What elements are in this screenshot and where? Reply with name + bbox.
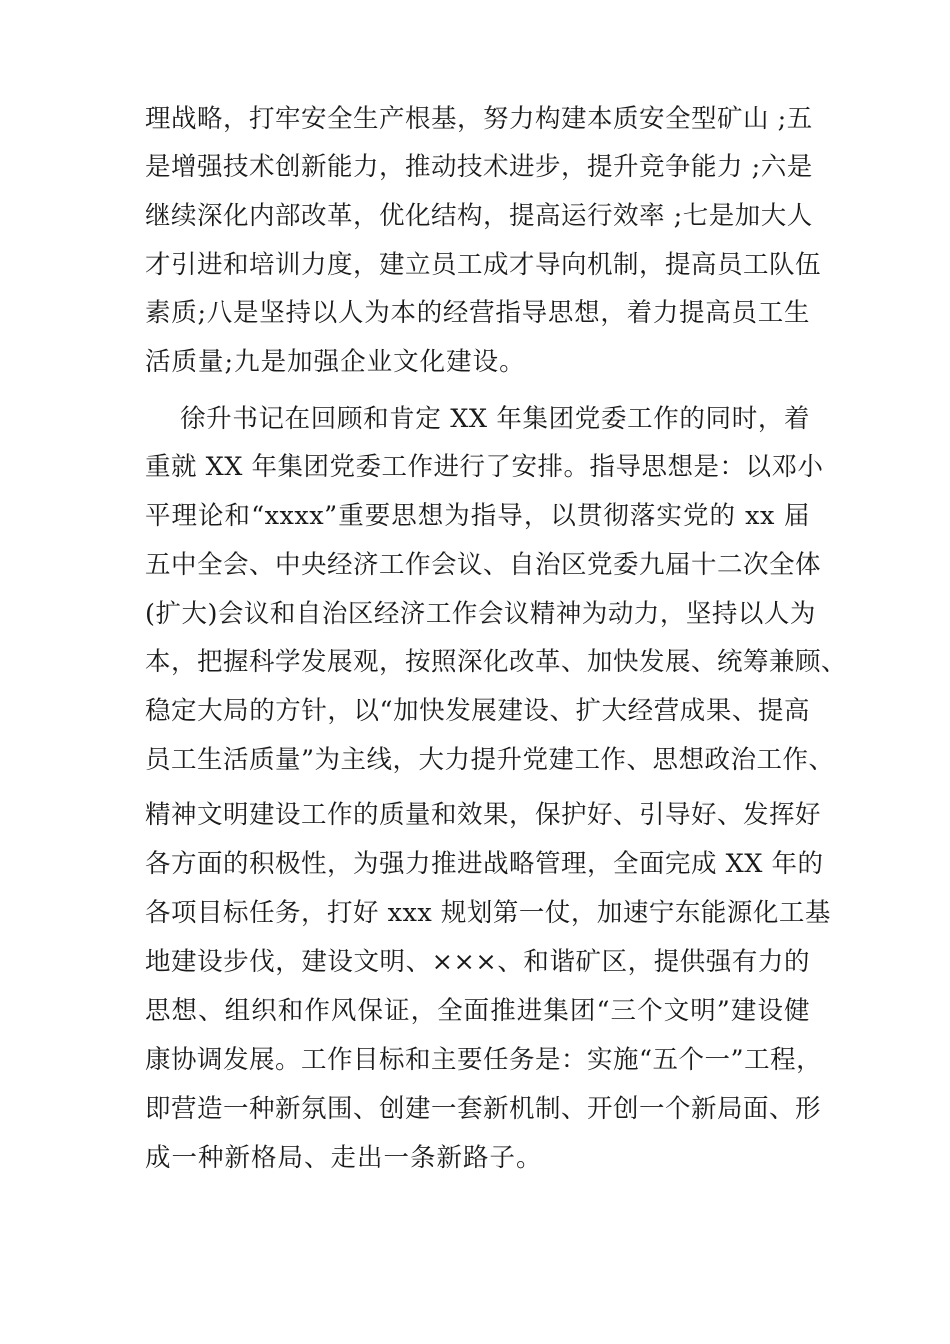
text-line: 素质;八是坚持以人为本的经营指导思想，着力提高员工生 (145, 298, 810, 328)
text-line: 地建设步伐，建设文明、×××、和谐矿区，提供强有力的 (145, 947, 810, 977)
text-line: 继续深化内部改革，优化结构，提高运行效率 ;七是加大人 (145, 201, 813, 231)
text-line: 五中全会、中央经济工作会议、自治区党委九届十二次全体 (145, 550, 822, 580)
text-line: 成一种新格局、走出一条新路子。 (145, 1143, 543, 1173)
text-line: 是增强技术创新能力，推动技术进步，提升竞争能力 ;六是 (145, 152, 813, 182)
text-line: 各项目标任务，打好 xxx 规划第一仗，加速宁东能源化工基 (145, 898, 831, 928)
text-line: (扩大)会议和自治区经济工作会议精神为动力，坚持以人为 (145, 599, 816, 629)
text-line: 本，把握科学发展观，按照深化改革、加快发展、统筹兼顾、 (145, 647, 848, 677)
text-line: 各方面的积极性，为强力推进战略管理，全面完成 XX 年的 (145, 849, 824, 879)
text-line: 康协调发展。工作目标和主要任务是：实施“五个一”工程， (145, 1045, 823, 1075)
text-line: 重就 XX 年集团党委工作进行了安排。指导思想是：以邓小 (145, 452, 824, 482)
text-line: 才引进和培训力度，建立员工成才导向机制，提高员工队伍 (145, 250, 822, 280)
text-line: 思想、组织和作风保证，全面推进集团“三个文明”建设健 (145, 996, 810, 1026)
text-line: 精神文明建设工作的质量和效果，保护好、引导好、发挥好 (145, 800, 822, 830)
text-line: 稳定大局的方针，以“加快发展建设、扩大经营成果、提高 (145, 696, 810, 726)
text-line: 活质量;九是加强企业文化建设。 (145, 347, 526, 377)
text-line: 员工生活质量”为主线，大力提升党建工作、思想政治工作、 (145, 745, 835, 775)
text-line: 即营造一种新氛围、创建一套新机制、开创一个新局面、形 (145, 1094, 822, 1124)
text-line: 徐升书记在回顾和肯定 XX 年集团党委工作的同时，着 (145, 404, 810, 434)
text-line: 平理论和“xxxx”重要思想为指导，以贯彻落实党的 xx 届 (145, 501, 810, 531)
text-line: 理战略，打牢安全生产根基，努力构建本质安全型矿山 ;五 (145, 104, 813, 134)
